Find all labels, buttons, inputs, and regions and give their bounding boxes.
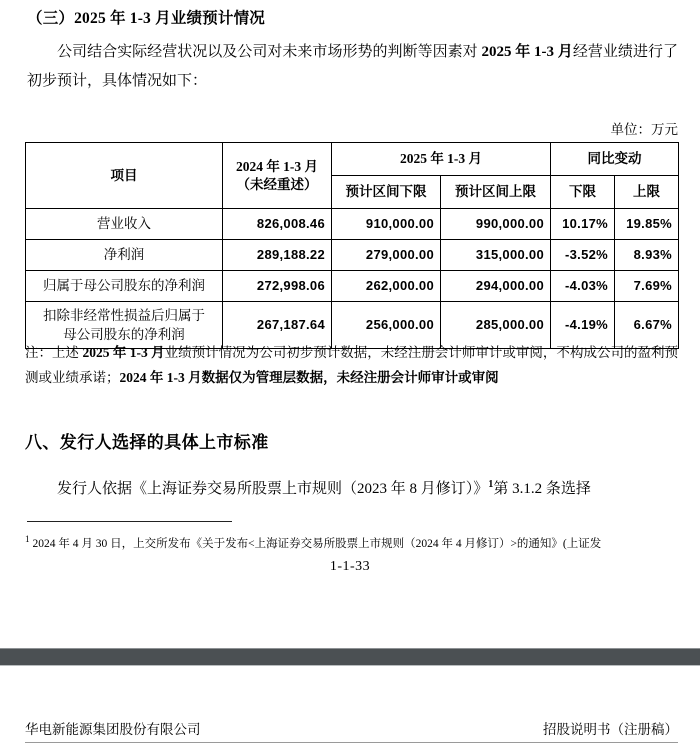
footnote-text: 2024 年 4 月 30 日，上交所发布《关于发布<上海证券交易所股票上市规则（2024 年 4 月修订）>的通知》(上证发 (32, 537, 602, 550)
cell-2025-high: 294,000.00 (441, 271, 551, 302)
header-change-high: 上限 (615, 176, 679, 209)
table-row (26, 209, 679, 240)
listing-standard-paragraph: 发行人依据《上海证券交易所股票上市规则（2023 年 8 月修订）》$^1$第 3.1.2 条选择 (57, 479, 591, 497)
cell-change-low: -3.52% (551, 240, 615, 271)
table-note: 注：上述 2025 年 1-3 月业绩预计情况为公司初步预计数据，未经注册会计师审计或审阅，不构成公司的盈利预测或业绩承诺；2024 年 1-3 月数据仅为管理层数据，未经注册会计师审计或审阅 (25, 345, 679, 385)
cell-change-high: 6.67% (615, 302, 679, 349)
performance-forecast-table (25, 142, 679, 349)
cell-2025-low: 262,000.00 (332, 271, 441, 302)
cell-change-high: 8.93% (615, 240, 679, 271)
header-item-col: 项目 (26, 143, 223, 209)
cell-2025-low: 279,000.00 (332, 240, 441, 271)
header-estimate-high: 预计区间上限 (441, 176, 551, 209)
cell-2025-high: 285,000.00 (441, 302, 551, 349)
cell-2025-high: 990,000.00 (441, 209, 551, 240)
footnote-marker: 1 (25, 534, 30, 544)
header-year-2025: 2025 年 1-3 月 (332, 143, 551, 176)
footnote-separator (27, 521, 232, 522)
cell-change-low: -4.19% (551, 302, 615, 349)
page-separator-band (0, 648, 700, 666)
sub-heading: （三）2025 年 1-3 月业绩预计情况 (27, 10, 265, 27)
intro-paragraph: 公司结合实际经营状况以及公司对未来市场形势的判断等因素对 2025 年 1-3 月经营业绩进行了初步预计，具体情况如下： (27, 44, 678, 89)
table-header-row-1 (26, 143, 679, 176)
next-page (0, 666, 700, 752)
cell-item-line1: 扣除非经常性损益后归属于 (43, 308, 205, 323)
header-year-2024-line1: 2024 年 1-3 月 (235, 158, 319, 174)
header-year-2024-line2: （未经重述） (236, 176, 318, 192)
table-row (26, 240, 679, 271)
running-footer (25, 718, 678, 743)
header-yoy-change: 同比变动 (551, 143, 679, 176)
cell-2025-low: 910,000.00 (332, 209, 441, 240)
cell-item: 净利润 (26, 240, 223, 271)
cell-item: 归属于母公司股东的净利润 (26, 271, 223, 302)
cell-item: 营业收入 (26, 209, 223, 240)
footnote (25, 529, 680, 554)
cell-2025-high: 315,000.00 (441, 240, 551, 271)
table-body (26, 209, 679, 349)
cell-2024: 826,008.46 (223, 209, 332, 240)
cell-2025-low: 256,000.00 (332, 302, 441, 349)
table-row (26, 271, 679, 302)
page-number: 1-1-33 (329, 559, 371, 574)
cell-change-high: 19.85% (615, 209, 679, 240)
header-year-2024 (223, 143, 332, 209)
footer-doc-type: 招股说明书（注册稿） (543, 722, 678, 737)
cell-change-low: -4.03% (551, 271, 615, 302)
section-heading: 八、发行人选择的具体上市标准 (25, 433, 269, 452)
header-change-low: 下限 (551, 176, 615, 209)
footer-company-name: 华电新能源集团股份有限公司 (25, 722, 201, 737)
header-estimate-low: 预计区间下限 (332, 176, 441, 209)
cell-change-low: 10.17% (551, 209, 615, 240)
unit-label: 单位：万元 (610, 122, 678, 137)
cell-2024: 289,188.22 (223, 240, 332, 271)
cell-change-high: 7.69% (615, 271, 679, 302)
cell-item-line2: 母公司股东的净利润 (63, 327, 185, 342)
cell-2024: 267,187.64 (223, 302, 332, 349)
cell-2024: 272,998.06 (223, 271, 332, 302)
